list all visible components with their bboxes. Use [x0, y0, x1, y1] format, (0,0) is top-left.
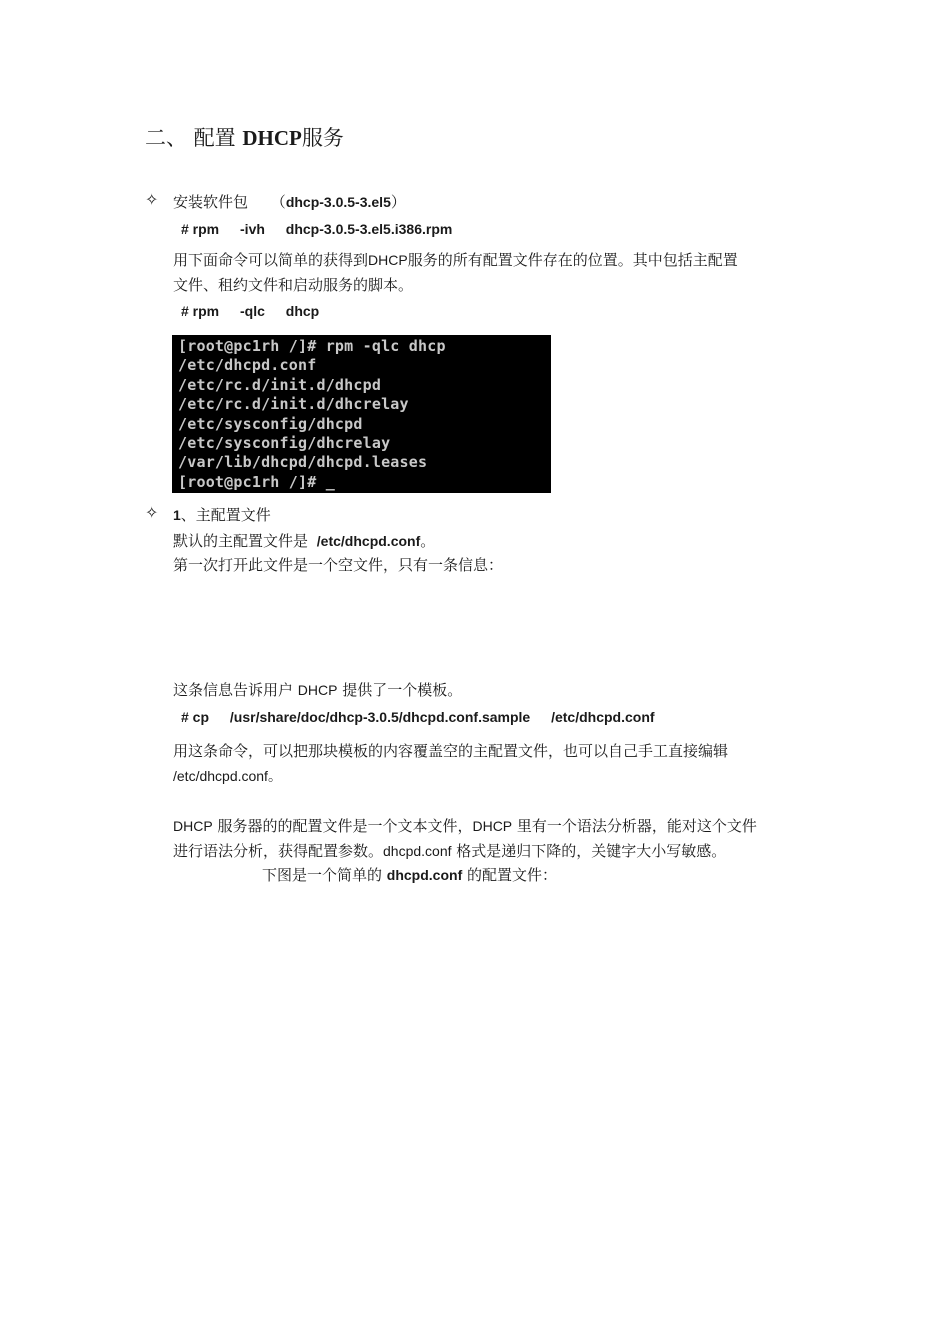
text-run: 的配置文件：: [467, 866, 558, 884]
main-config-title: [173, 504, 271, 525]
main-config-label: 、主配置文件: [180, 506, 271, 524]
bullet-icon: ✧: [145, 190, 159, 209]
text-run: 里有一个语法分析器，能对这个文件: [516, 817, 757, 835]
install-line: [173, 191, 406, 212]
terminal-screenshot: [172, 335, 551, 493]
terminal-line: /etc/dhcpd.conf: [178, 356, 317, 375]
text-run: 格式是递归下降的，关键字大小写敏感。: [456, 842, 727, 860]
figure-caption-line: [262, 864, 557, 885]
rpm-query-command: [181, 303, 336, 319]
cmd-part: -qlc: [240, 303, 265, 319]
terminal-line: /etc/sysconfig/dhcpd: [178, 414, 363, 433]
text-run: DHCP: [297, 682, 338, 698]
cmd-part: # cp: [181, 709, 210, 725]
terminal-line: /etc/rc.d/init.d/dhcpd: [178, 375, 382, 394]
install-pkg: dhcp-3.0.5-3.el5: [285, 194, 391, 210]
text-run: 提供了一个模板。: [342, 681, 463, 699]
bullet-icon: ✧: [145, 503, 159, 522]
terminal-line: [root@pc1rh /]# _: [178, 472, 335, 491]
cover-line2: /etc/dhcpd.conf。: [173, 768, 282, 784]
first-open-line: 第一次打开此文件是一个空文件，只有一条信息：: [173, 556, 504, 574]
text-run: 服务的所有配置文件存在的位置。其中包括主配置: [407, 251, 738, 269]
text-run: DHCP: [173, 818, 213, 834]
install-pkg-open: （: [270, 193, 286, 211]
text-run: DHCP: [472, 818, 513, 834]
cmd-part: # rpm: [181, 303, 220, 319]
cmd-part: dhcp-3.0.5-3.el5.i386.rpm: [285, 221, 453, 237]
text-run: 。: [420, 532, 436, 550]
cmd-part: /etc/dhcpd.conf: [551, 709, 655, 725]
main-config-num: 1: [173, 507, 181, 523]
terminal-line: /etc/sysconfig/dhcrelay: [178, 434, 391, 453]
rpm-install-command: [181, 221, 469, 237]
heading-prefix: 二、 配置: [145, 126, 236, 150]
cmd-part: /usr/share/doc/dhcp-3.0.5/dhcpd.conf.sample: [229, 709, 531, 725]
text-run: 默认的主配置文件是: [173, 532, 309, 550]
terminal-line: [root@pc1rh /]# rpm -qlc dhcp: [178, 337, 446, 355]
text-run: 这条信息告诉用户: [173, 681, 294, 699]
cmd-part: dhcp: [285, 303, 320, 319]
cmd-part: -ivh: [240, 221, 265, 237]
section-heading: [145, 122, 344, 152]
terminal-line: /etc/rc.d/init.d/dhcrelay: [178, 395, 409, 414]
cover-line1: 用这条命令，可以把那块模板的内容覆盖空的主配置文件，也可以自己手工直接编辑: [173, 742, 729, 760]
terminal-line: /var/lib/dhcpd/dhcpd.leases: [178, 453, 428, 472]
heading-suffix: 服务: [301, 126, 344, 150]
text-run: DHCP: [368, 252, 408, 268]
dhcp-para-line1: [173, 815, 757, 836]
template-line: [173, 679, 462, 700]
cmd-part: # rpm: [181, 221, 220, 237]
text-run: 服务器的的配置文件是一个文本文件，: [217, 817, 473, 835]
heading-bold: DHCP: [242, 126, 302, 150]
dhcp-para-line2: [173, 840, 726, 861]
text-run: 用下面命令可以简单的获得到: [173, 251, 369, 269]
cp-command: [181, 709, 672, 725]
config-filename: dhcpd.conf: [386, 867, 463, 883]
install-desc-line2: 文件、租约文件和启动服务的脚本。: [173, 276, 414, 294]
install-desc-line1: [173, 249, 738, 270]
install-label: 安装软件包: [173, 193, 249, 211]
text-run: 进行语法分析，获得配置参数。: [173, 842, 384, 860]
default-config-line: [173, 530, 435, 551]
config-path: /etc/dhcpd.conf: [316, 533, 421, 549]
install-pkg-close: ）: [390, 193, 406, 211]
text-run: dhcpd.conf: [383, 843, 452, 859]
text-run: 下图是一个简单的: [262, 866, 383, 884]
